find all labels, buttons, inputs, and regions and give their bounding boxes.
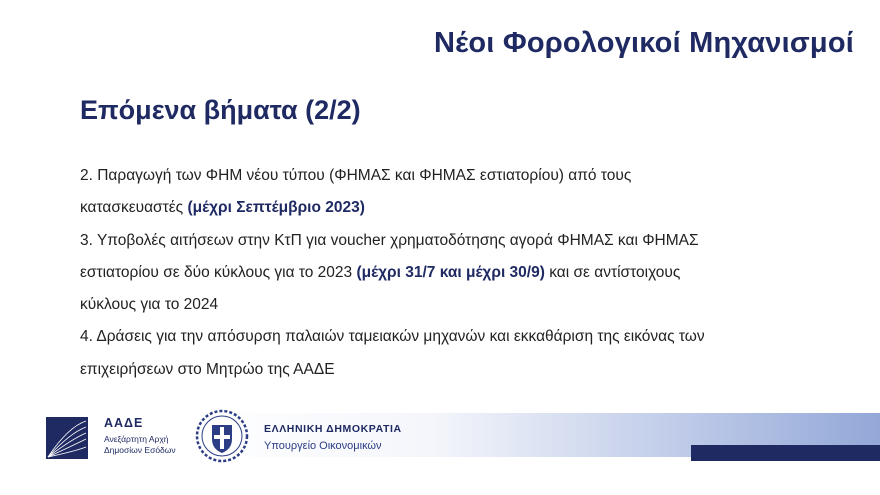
body-line [80,321,800,353]
line-text: 2. Παραγωγή των ΦΗΜ νέου τύπου (ΦΗΜΑΣ και ΦΗΜΑΣ εστιατορίου) από τους [80,167,632,184]
line-bold-text: (μέχρι 31/7 και μέχρι 30/9) [356,263,545,281]
body-line [80,192,800,224]
body-line [80,160,800,192]
line-text-after: και σε αντίστοιχους [544,263,681,281]
slide-subtitle: Επόμενα βήματα (2/2) [80,95,361,125]
aade-subtitle-line: Δημοσίων Εσόδων [104,444,176,455]
aade-subtitle [104,434,176,455]
aade-subtitle-line: Ανεξάρτητη Αρχή [104,434,169,444]
slide-body [80,160,800,386]
body-line [80,257,800,289]
slide-title: Νέοι Φορολογικοί Μηχανισμοί [433,27,854,59]
line-text: εστιατορίου σε δύο κύκλους για το 2023 [80,263,357,281]
greek-emblem-icon [195,409,249,463]
body-line [80,354,800,386]
body-line [80,289,800,321]
aade-name: ΑΑΔΕ [104,416,144,430]
line-bold-text: (μέχρι Σεπτέμβριο 2023) [187,199,365,217]
line-text: κύκλους για το 2024 [80,296,219,314]
aade-logo-icon [46,417,88,459]
line-text: 3. Υποβολές αιτήσεων στην ΚτΠ για voucher χρηματοδότησης αγορά ΦΗΜΑΣ και ΦΗΜΑΣ [80,231,699,249]
ministry-name: Υπουργείο Οικονομικών [264,440,382,452]
line-text: κατασκευαστές [80,199,188,217]
line-text: επιχειρήσεων στο Μητρώο της ΑΑΔΕ [80,360,335,378]
footer-navy-bar [691,445,880,461]
government-name: ΕΛΛΗΝΙΚΗ ΔΗΜΟΚΡΑΤΙΑ [264,423,402,435]
line-text: 4. Δράσεις για την απόσυρση παλαιών ταμειακών μηχανών και εκκαθάριση της εικόνας των [80,328,705,346]
body-line [80,225,800,257]
